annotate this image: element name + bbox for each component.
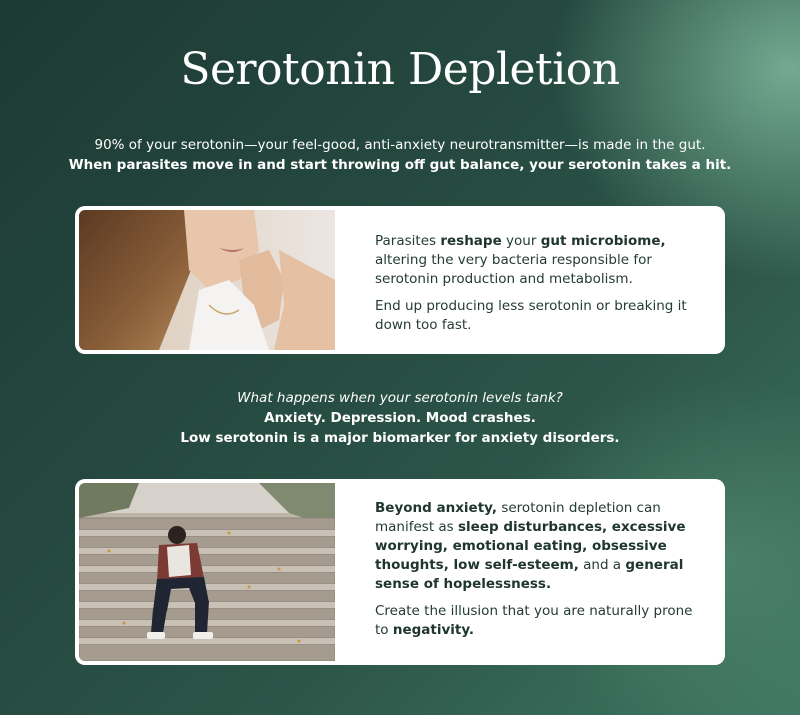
card2-text — [375, 499, 701, 648]
intro-text — [0, 135, 800, 175]
gut-microbiome-card — [75, 206, 725, 354]
card1-text-span: altering the very bacteria responsible for serotonin production and metabolism. — [375, 252, 652, 287]
man-on-stairs-photo — [79, 483, 335, 661]
intro-line-1: 90% of your serotonin—your feel-good, anti-anxiety neurotransmitter—is made in the gut. — [94, 137, 706, 153]
page-title: Serotonin Depletion — [180, 44, 620, 95]
card1-bold-reshape: reshape — [440, 233, 502, 249]
card1-text-span: Parasites — [375, 233, 441, 249]
woman-portrait-image — [79, 210, 335, 350]
card2-text-span: and a — [578, 557, 626, 573]
card2-bold-hopelessness: general sense of hopelessness. — [375, 557, 684, 592]
card1-paragraph-2: End up producing less serotonin or breaking it down too fast. — [375, 298, 687, 333]
card2-bold-negativity: negativity. — [392, 622, 475, 638]
woman-portrait-photo — [79, 210, 335, 350]
card2-paragraph-2 — [375, 602, 701, 640]
card1-text — [375, 232, 701, 343]
middle-line-3: Low serotonin is a major biomarker for anxiety disorders. — [180, 430, 620, 446]
card1-text-span: your — [501, 233, 541, 249]
middle-question: What happens when your serotonin levels tank? — [237, 390, 563, 406]
card2-bold-symptoms: sleep disturbances, excessive worrying, emotional eating, obsessive thoughts, low self-esteem, — [375, 519, 686, 573]
card2-paragraph-1 — [375, 499, 701, 594]
serotonin-tank-text — [0, 388, 800, 448]
beyond-anxiety-card — [75, 479, 725, 665]
card1-paragraph-1 — [375, 232, 701, 289]
card2-text-span: Create the illusion that you are naturally prone to — [375, 603, 693, 638]
card2-bold-beyond-anxiety: Beyond anxiety, — [375, 500, 498, 516]
intro-line-2: When parasites move in and start throwing off gut balance, your serotonin takes a hit. — [68, 157, 732, 173]
card2-text-span: serotonin depletion can manifest as — [375, 500, 661, 535]
middle-line-2: Anxiety. Depression. Mood crashes. — [264, 410, 536, 426]
card1-bold-gut-microbiome: gut microbiome, — [540, 233, 666, 249]
man-on-stairs-image — [79, 483, 335, 661]
